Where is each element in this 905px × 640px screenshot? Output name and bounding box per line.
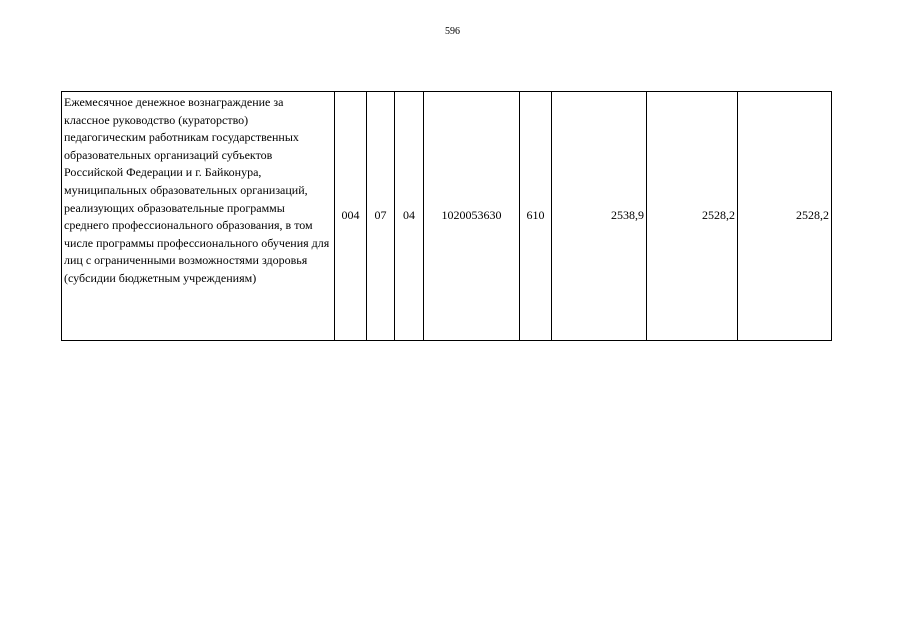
amount-3-cell: 2528,2 <box>738 92 832 341</box>
ministry-code-cell: 004 <box>335 92 367 341</box>
subsection-code-cell: 04 <box>395 92 424 341</box>
amount-2-cell: 2528,2 <box>647 92 738 341</box>
section-code-cell: 07 <box>367 92 395 341</box>
budget-table <box>61 91 832 341</box>
table-row <box>62 92 832 341</box>
page-number: 596 <box>445 26 460 37</box>
expense-type-cell: 610 <box>520 92 552 341</box>
target-article-cell: 1020053630 <box>424 92 520 341</box>
row-description-cell: Ежемесячное денежное вознаграждение за классное руководство (кураторство) педагогическим работникам государственных образовательных организаций субъектов Российской Федерации и г. Байконура, муниципальных образовательных организаций, реализующих образовательные программы среднего профессионального образования, в том числе программы профессионального обучения для лиц с ограниченными возможностями здоровья (субсидии бюджетным учреждениям) <box>62 92 335 341</box>
amount-1-cell: 2538,9 <box>552 92 647 341</box>
